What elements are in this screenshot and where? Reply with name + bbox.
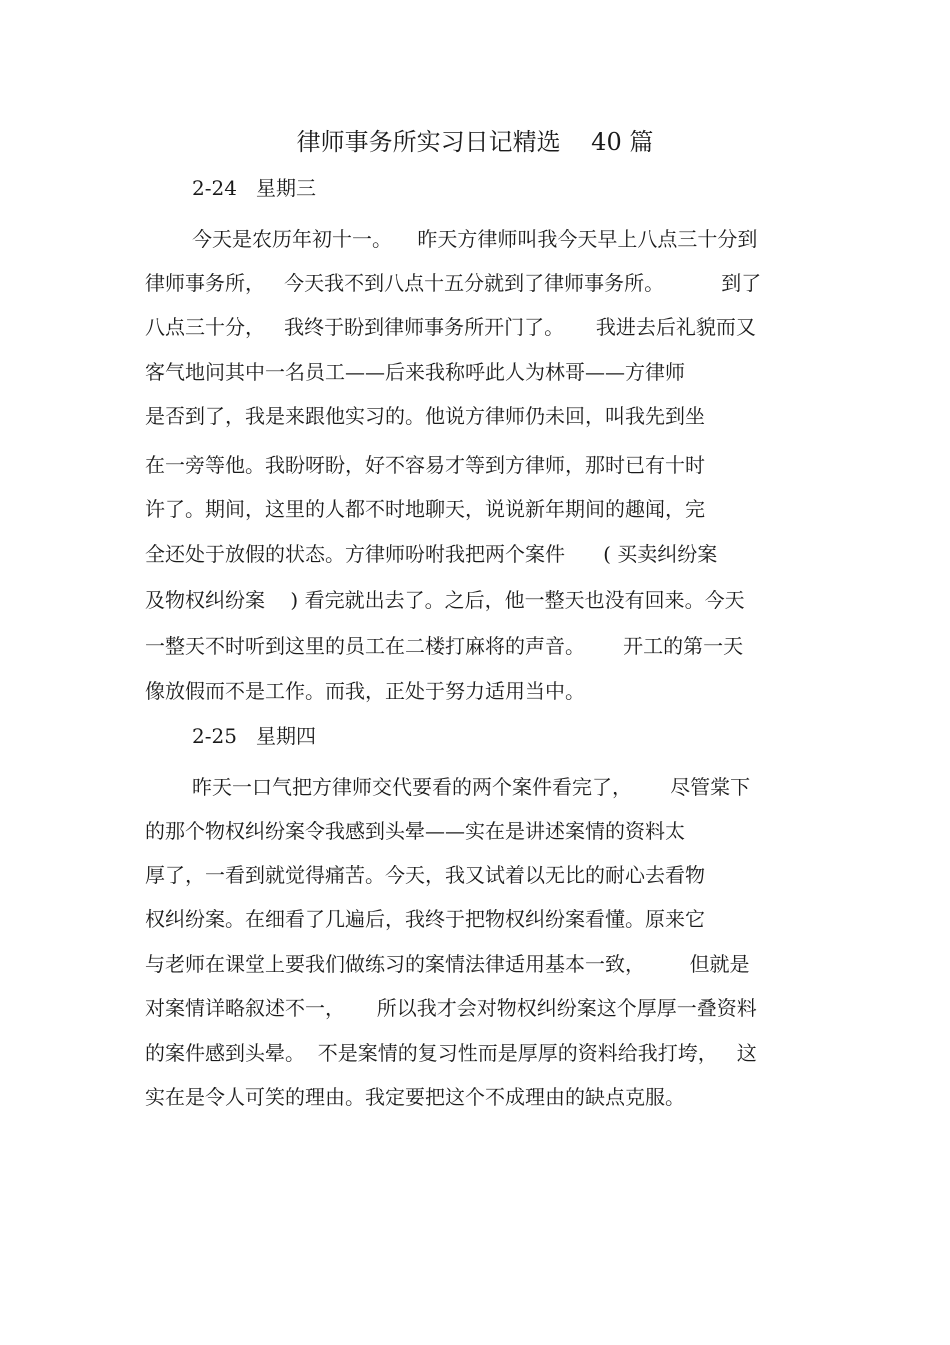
document-title: 律师事务所实习日记精选 40 篇 xyxy=(296,128,654,156)
entry-date-heading: 2-25 星期四 xyxy=(192,724,317,748)
paragraph-line: 客气地问其中一名员工——后来我称呼此人为林哥——方律师 xyxy=(145,360,685,384)
paragraph-line: 昨天一口气把方律师交代要看的两个案件看完了， 尽管棠下 xyxy=(192,775,751,799)
paragraph-line: 厚了，一看到就觉得痛苦。今天，我又试着以无比的耐心去看物 xyxy=(145,863,705,887)
paragraph-line: 全还处于放假的状态。方律师吩咐我把两个案件 ( 买卖纠纷案 xyxy=(145,542,718,566)
paragraph-line: 对案情详略叙述不一， 所以我才会对物权纠纷案这个厚厚一叠资料 xyxy=(145,996,757,1020)
paragraph-line: 像放假而不是工作。而我，正处于努力适用当中。 xyxy=(145,679,585,703)
paragraph-line: 在一旁等他。我盼呀盼，好不容易才等到方律师，那时已有十时 xyxy=(145,453,705,477)
paragraph-line: 是否到了，我是来跟他实习的。他说方律师仍未回，叫我先到坐 xyxy=(145,404,705,428)
paragraph-line: 权纠纷案。在细看了几遍后，我终于把物权纠纷案看懂。原来它 xyxy=(145,907,705,931)
entry-date-heading: 2-24 星期三 xyxy=(192,176,317,200)
paragraph-line: 许了。期间，这里的人都不时地聊天，说说新年期间的趣闻，完 xyxy=(145,497,705,521)
paragraph-line: 律师事务所， 今天我不到八点十五分就到了律师事务所。 到了 xyxy=(145,271,762,295)
paragraph-line: 实在是令人可笑的理由。我定要把这个不成理由的缺点克服。 xyxy=(145,1085,685,1109)
paragraph-line: 一整天不时听到这里的员工在二楼打麻将的声音。 开工的第一天 xyxy=(145,634,744,658)
paragraph-line: 的案件感到头晕。 不是案情的复习性而是厚厚的资料给我打垮， 这 xyxy=(145,1041,757,1065)
paragraph-line: 今天是农历年初十一。 昨天方律师叫我今天早上八点三十分到 xyxy=(192,227,758,251)
paragraph-line: 八点三十分， 我终于盼到律师事务所开门了。 我进去后礼貌而又 xyxy=(145,315,756,339)
paragraph-line: 与老师在课堂上要我们做练习的案情法律适用基本一致， 但就是 xyxy=(145,952,750,976)
paragraph-line: 的那个物权纠纷案令我感到头晕——实在是讲述案情的资料太 xyxy=(145,819,685,843)
paragraph-line: 及物权纠纷案 ) 看完就出去了。之后，他一整天也没有回来。今天 xyxy=(145,588,745,612)
